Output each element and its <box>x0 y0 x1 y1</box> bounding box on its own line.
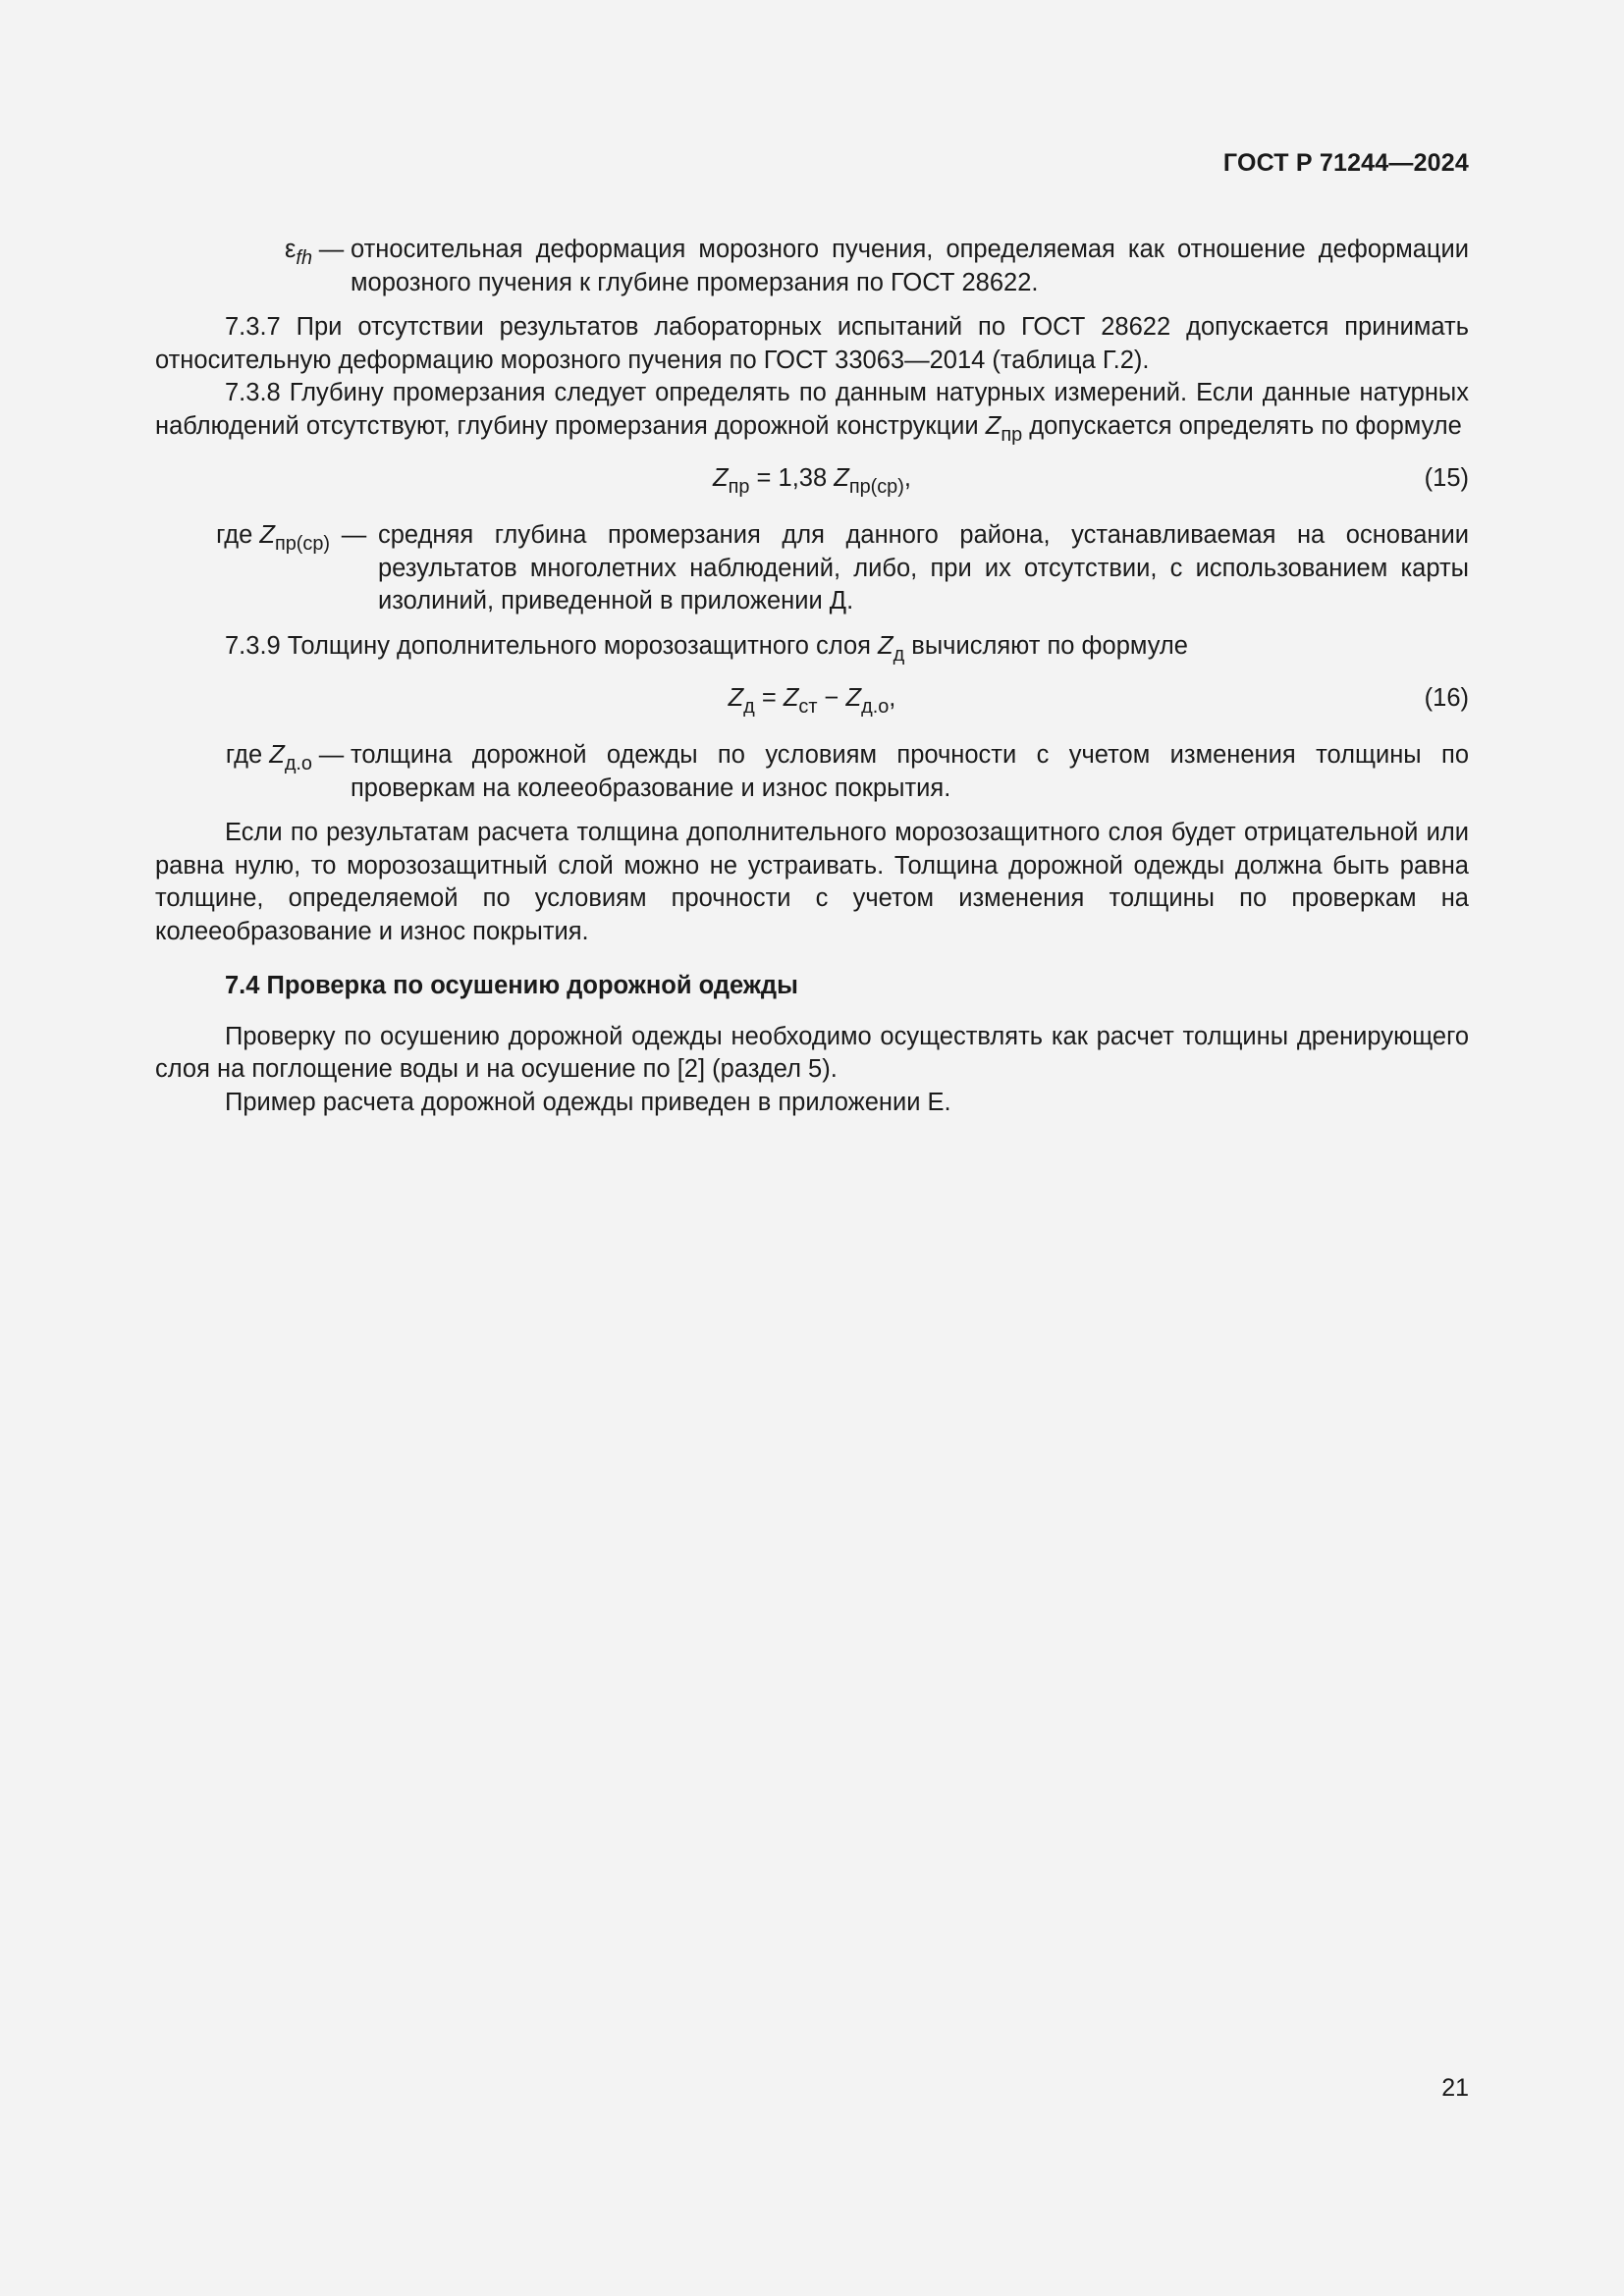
formula-subscript: д <box>743 695 755 718</box>
definition-text: средняя глубина промерзания для данного района, устанавливаемая на основании результатов многолетних наблюдений, либо, при их отсутствии, с использованием карты изолиний, приведенной в приложении Д. <box>378 521 1469 614</box>
formula-symbol: Z <box>713 464 729 492</box>
variable-symbol: Z <box>878 631 893 660</box>
section-heading-7-4: 7.4 Проверка по осушению дорожной одежды <box>225 972 798 999</box>
formula-subscript: пр <box>728 475 750 498</box>
symbol-subscript: пр(ср) <box>274 532 330 555</box>
paragraph-text: 7.3.9 Толщину дополнительного морозозащитного слоя <box>225 631 879 660</box>
variable-symbol: Z <box>985 411 1001 440</box>
formula-number: (16) <box>1424 684 1469 712</box>
formula-symbol: Z <box>834 464 849 492</box>
symbol-letter: Z <box>259 521 275 549</box>
formula-punctuation: , <box>889 684 896 712</box>
paragraph-negative-thickness: Если по результатам расчета толщина дополнительного морозозащитного слоя будет отрицательной или равна нулю, то морозозащитный слой можно не устраивать. Толщина дорожной одежды должна быть равна толщине, определяемой по условиям прочности с учетом изменения толщины по проверкам на колееобразование и износ покрытия. <box>155 819 1469 945</box>
formula-symbol: Z <box>728 684 744 712</box>
formula-operator: = <box>754 684 784 712</box>
definition-symbol <box>155 234 312 267</box>
formula-16 <box>155 676 1469 720</box>
symbol-subscript: д.о <box>284 752 312 774</box>
definition-text: толщина дорожной одежды по условиям прочности с учетом изменения толщины по проверкам на колееобразование и износ покрытия. <box>351 741 1469 802</box>
symbol-letter: ε <box>285 236 297 263</box>
formula-number: (15) <box>1424 464 1469 492</box>
definition-symbol <box>155 739 312 773</box>
formula-symbol: Z <box>783 684 799 712</box>
definition-prefix: где <box>225 741 270 769</box>
paragraph-7-3-9 <box>155 630 1469 664</box>
definition-dash: — <box>341 521 367 549</box>
paragraph-drainage-check: Проверку по осушению дорожной одежды необходимо осуществлять как расчет толщины дренирующего слоя на поглощение воды и на осушение по [2] (раздел 5). <box>155 1022 1469 1083</box>
paragraph-text: 7.3.8 Глубину промерзания следует определять по данным натурных измерений. Если данные натурных наблюдений отсутствуют, глубину промерзания дорожной конструкции <box>155 379 1469 440</box>
definition-text: относительная деформация морозного пучения, определяемая как отношение деформации морозного пучения к глубине промерзания по ГОСТ 28622. <box>351 236 1469 296</box>
document-header: ГОСТ Р 71244—2024 <box>1222 149 1469 177</box>
formula-symbol: Z <box>845 684 862 712</box>
definition-symbol <box>155 519 330 553</box>
definition-dash: — <box>318 236 345 263</box>
formula-subscript: пр(ср) <box>848 475 904 498</box>
formula-expression <box>155 462 1469 496</box>
formula-subscript: ст <box>798 695 818 718</box>
symbol-letter: Z <box>269 741 285 769</box>
definition-dash: — <box>318 741 345 769</box>
symbol-subscript: fh <box>296 246 312 269</box>
definition-z-pr-cp <box>155 519 1469 618</box>
formula-operator: − <box>817 684 846 712</box>
formula-subscript: д.о <box>861 695 890 718</box>
formula-expression <box>155 682 1469 716</box>
paragraph-text: допускается определять по формуле <box>1022 411 1462 440</box>
page-content <box>155 234 1469 1119</box>
variable-subscript: д <box>893 643 905 666</box>
paragraph-7-3-7: 7.3.7 При отсутствии результатов лабораторных испытаний по ГОСТ 28622 допускается принимать относительную деформацию морозного пучения по ГОСТ 33063—2014 (таблица Г.2). <box>155 313 1469 374</box>
paragraph-7-3-8 <box>155 377 1469 446</box>
definition-z-do <box>155 739 1469 805</box>
paragraph-text: вычисляют по формуле <box>904 631 1188 660</box>
formula-15 <box>155 456 1469 500</box>
definition-epsilon <box>155 234 1469 299</box>
page-number: 21 <box>1441 2074 1469 2102</box>
formula-punctuation: , <box>903 464 911 492</box>
definition-prefix: где <box>216 521 260 549</box>
formula-operator: = 1,38 <box>749 464 835 492</box>
variable-subscript: пр <box>1001 423 1023 446</box>
paragraph-example: Пример расчета дорожной одежды приведен в приложении Е. <box>225 1088 951 1116</box>
